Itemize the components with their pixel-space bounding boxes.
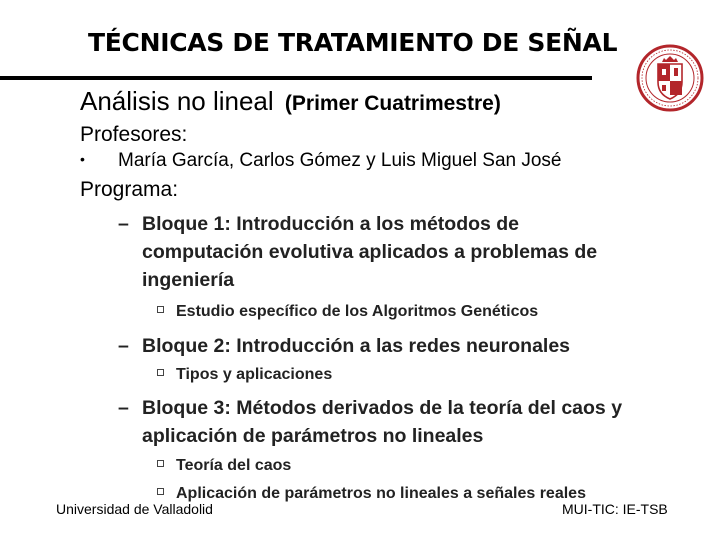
block-3-item-1 bbox=[157, 457, 291, 475]
item-text: Teoría del caos bbox=[176, 457, 292, 474]
square-bullet-icon bbox=[157, 306, 164, 313]
block-1 bbox=[118, 210, 597, 294]
bullet-icon: • bbox=[80, 151, 85, 167]
course-subtitle bbox=[80, 86, 501, 117]
item-text: Aplicación de parámetros no lineales a señales reales bbox=[176, 485, 586, 502]
course-name: Análisis no lineal bbox=[80, 86, 274, 116]
square-bullet-icon bbox=[157, 369, 164, 376]
block-1-line-3: ingeniería bbox=[142, 269, 235, 291]
block-2 bbox=[118, 332, 570, 360]
footer-course-code: MUI-TIC: IE-TSB bbox=[562, 501, 668, 517]
block-3-line-1: Bloque 3: Métodos derivados de la teoría del caos y bbox=[142, 397, 623, 419]
item-text: Tipos y aplicaciones bbox=[176, 366, 333, 383]
program-label: Programa: bbox=[80, 178, 179, 201]
course-term: (Primer Cuatrimestre) bbox=[284, 92, 501, 115]
professors-label: Profesores: bbox=[80, 123, 188, 146]
block-1-line-1: Bloque 1: Introducción a los métodos de bbox=[142, 213, 520, 235]
block-3-item-2 bbox=[157, 485, 586, 503]
block-1-line-2: computación evolutiva aplicados a problemas de bbox=[142, 241, 598, 263]
university-seal-logo bbox=[636, 44, 704, 112]
block-1-item-1 bbox=[157, 303, 538, 321]
dash-icon: – bbox=[118, 397, 129, 419]
block-2-line-1: Bloque 2: Introducción a las redes neuronales bbox=[142, 335, 571, 357]
dash-icon: – bbox=[118, 213, 129, 235]
square-bullet-icon bbox=[157, 488, 164, 495]
item-text: Estudio específico de los Algoritmos Genéticos bbox=[176, 303, 539, 320]
square-bullet-icon bbox=[157, 460, 164, 467]
block-3 bbox=[118, 394, 622, 450]
professor-names: María García, Carlos Gómez y Luis Miguel San José bbox=[118, 150, 562, 171]
block-2-item-1 bbox=[157, 366, 332, 384]
footer-university: Universidad de Valladolid bbox=[56, 501, 213, 517]
slide-title: TÉCNICAS DE TRATAMIENTO DE SEÑAL bbox=[88, 28, 618, 57]
title-divider bbox=[0, 76, 592, 80]
professors-list bbox=[80, 150, 562, 172]
block-3-line-2: aplicación de parámetros no lineales bbox=[142, 425, 484, 447]
dash-icon: – bbox=[118, 335, 129, 357]
